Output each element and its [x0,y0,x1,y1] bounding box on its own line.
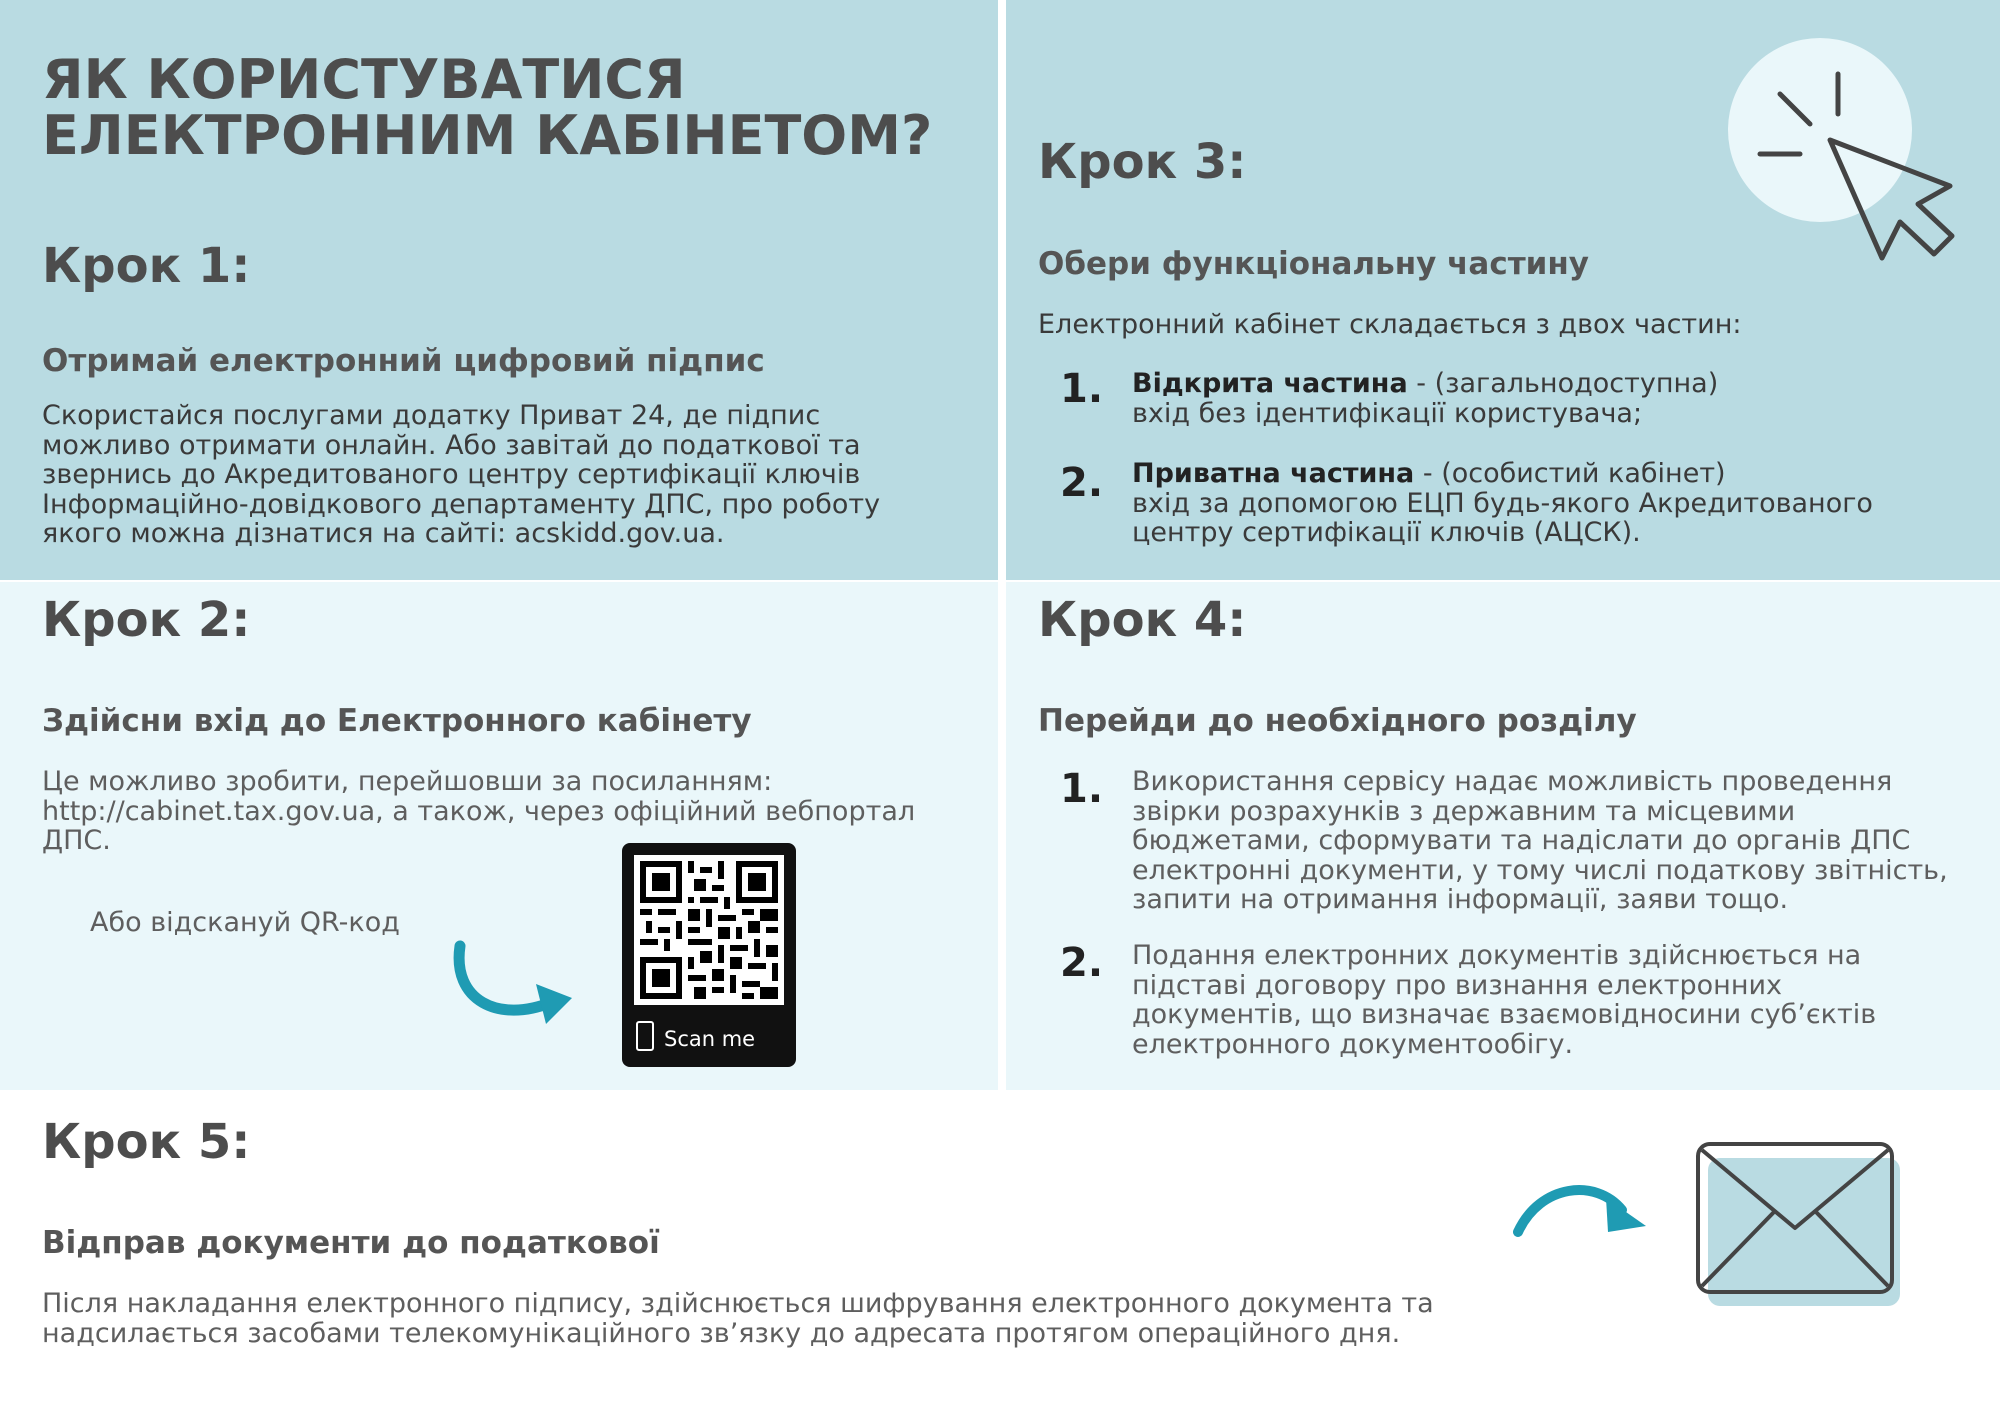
envelope-icon [1694,1140,1904,1308]
step4-item1-number: 1. [1060,766,1104,812]
step1-heading: Крок 1: [42,238,251,294]
step5-line: надсилається засобами телекомунікаційного зв’язку до адресата протягом операційного дня. [42,1317,1401,1349]
step1-subtitle: Отримай електронний цифровий підпис [42,343,765,379]
step5-subtitle: Відправ документи до податкової [42,1225,660,1261]
step4-item1 [1132,767,1992,915]
page-title-line2: ЕЛЕКТРОННИМ КАБІНЕТОМ? [42,104,933,167]
step5-body [42,1289,1522,1348]
qr-hint: Або відсканyй QR-код [90,907,400,938]
step4-item1-line: звірки розрахунків з державним та місцевими [1132,795,1796,827]
step4-item2-line: електронного документообігу. [1132,1028,1574,1060]
qr-code[interactable] [634,855,784,1005]
step1-line: Скористайся послугами додатку Приват 24, де підпис [42,400,821,431]
qr-scan-label: Scan me [664,1027,756,1051]
step3-intro: Електронний кабінет складається з двох частин: [1038,309,1742,340]
step2-body [42,767,992,856]
step3-item1-bold: Відкрита частина [1132,368,1408,399]
step4-item2-number: 2. [1060,940,1104,986]
step3-item1 [1132,369,1718,428]
step3-item1-rest: - (загальнодоступна) [1407,368,1719,399]
step1-line: звернись до Акредитованого центру сертифікації ключів [42,459,861,490]
step4-item1-line: запити на отримання інформації, заяви тощо. [1132,884,1789,915]
curved-arrow-icon [450,940,582,1032]
step1-line: якого можна дізнатися на сайті: acskidd.gov.ua. [42,518,725,549]
step3-item2 [1132,459,1873,548]
step4-subtitle: Перейди до необхідного розділу [1038,703,1637,739]
step4-item2-line: підставі договору про визнання електронних [1132,969,1783,1001]
step3-item1-number: 1. [1060,366,1104,412]
cursor-click-icon [1712,36,1966,268]
step1-body [42,401,982,549]
page-title-line1: ЯК КОРИСТУВАТИСЯ [42,48,686,111]
step3-subtitle: Обери функціональну частину [1038,246,1590,282]
step3-heading: Крок 3: [1038,134,1247,190]
step2-line: Це можливо зробити, перейшовши за посиланням: [42,766,773,797]
step3-item1-line2: вхід без ідентифікації користувача; [1132,397,1643,429]
step2-subtitle: Здійсни вхід до Електронного кабінету [42,703,752,739]
step4-item2 [1132,941,1992,1059]
step3-item2-rest: - (особистий кабінет) [1414,458,1726,489]
step3-item2-bold: Приватна частина [1132,458,1415,489]
step3-item2-line2: вхід за допомогою ЕЦП будь-якого Акредитованого [1132,487,1873,519]
step4-heading: Крок 4: [1038,592,1247,648]
step1-line: Інформаційно-довідкового департаменту ДПС, про роботу [42,488,881,520]
qr-code-icon [634,855,784,1005]
send-arrow-icon [1510,1170,1650,1240]
step4-item1-line: електронні документи, у тому числі податкову звітність, [1132,854,1948,886]
step3-item2-line3: центру сертифікації ключів (АЦСК). [1132,517,1641,548]
step5-heading: Крок 5: [42,1114,251,1170]
step4-item2-line: документів, що визначає взаємовідносини суб’єктів [1132,999,1877,1030]
step4-item2-line: Подання електронних документів здійснюється на [1132,940,1862,971]
step4-item1-line: бюджетами, сформувати та надіслати до органів ДПС [1132,825,1911,856]
step4-item1-line: Використання сервісу надає можливість проведення [1132,766,1893,797]
qr-code-card[interactable] [622,843,796,1067]
step1-line: можливо отримати онлайн. Або завітай до податкової та [42,429,861,461]
step2-line[interactable]: http://cabinet.tax.gov.ua, а також, через офіційний вебпортал [42,795,916,827]
phone-icon [636,1021,654,1051]
step2-line: ДПС. [42,825,111,856]
step5-line: Після накладання електронного підпису, здійснюється шифрування електронного документа та [42,1288,1434,1319]
step3-item2-number: 2. [1060,460,1104,506]
step2-heading: Крок 2: [42,592,251,648]
page-title [42,48,933,167]
